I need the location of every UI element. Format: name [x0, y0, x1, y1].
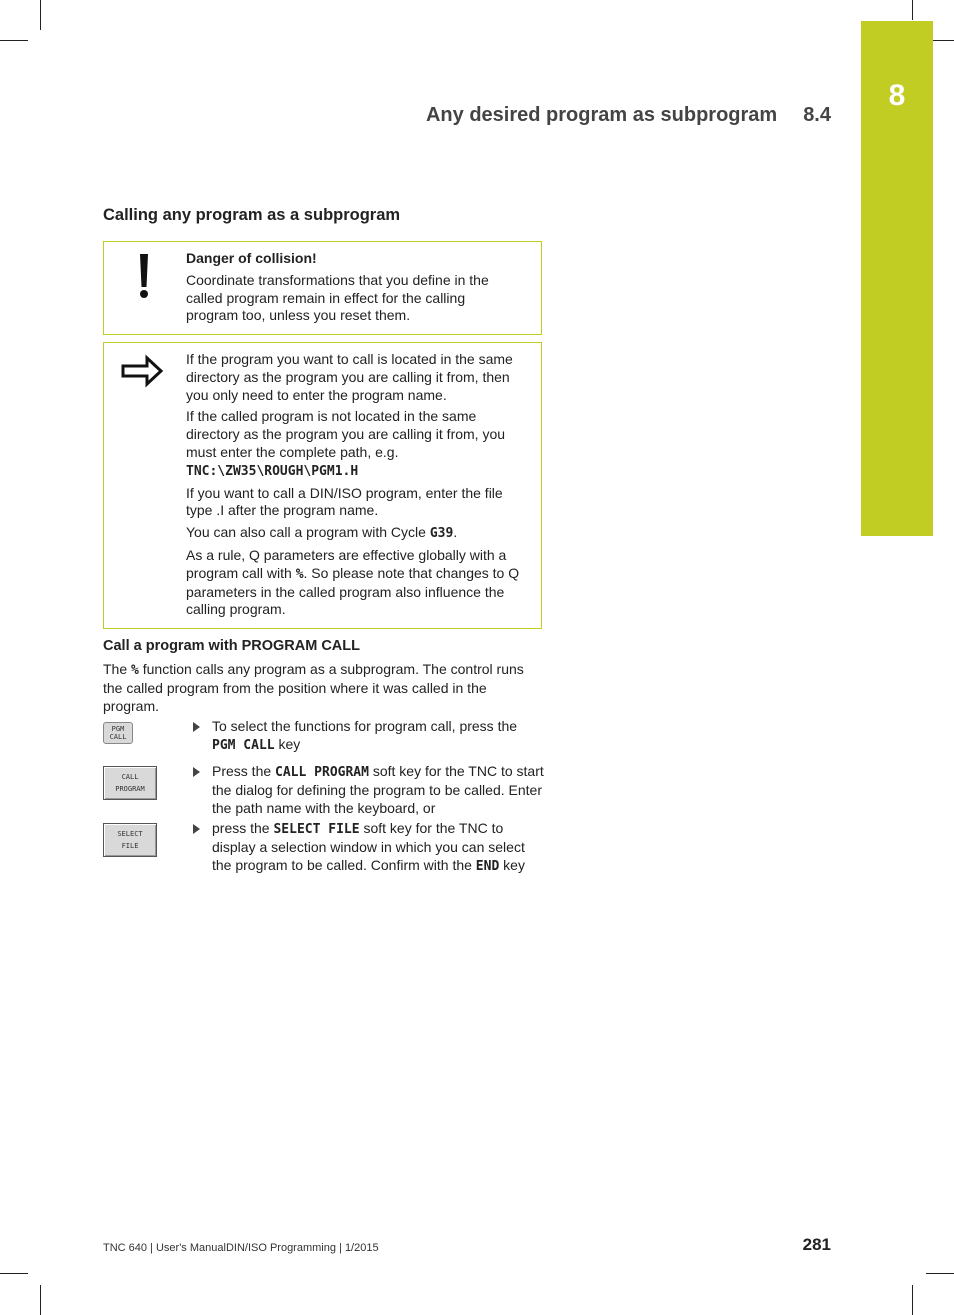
select-file-softkey[interactable] [103, 823, 157, 857]
info-text: . So please note that changes to Q parameters in the called program also influence the calling program. [186, 564, 520, 618]
step-text-part: press the [212, 820, 274, 836]
para-text: function calls any program as a subprogram. The control runs the called program from the position where it was called in the program. [103, 661, 524, 714]
running-header [426, 104, 831, 127]
info-paragraph [186, 524, 533, 543]
step-text [212, 820, 544, 875]
header-title: Any desired program as subprogram [425, 104, 778, 126]
crop-mark [912, 0, 913, 20]
key-label: CALL [121, 773, 139, 781]
step-bullet-icon [193, 824, 200, 834]
call-program-softkey[interactable] [103, 766, 157, 800]
para-text: The [103, 661, 132, 677]
step-text-part: key [499, 856, 525, 873]
info-text: You can also call a program with Cycle [186, 524, 430, 541]
step-text-part: soft key for the TNC to display a selection window in which you can select the program to be called. Confirm with the [212, 820, 525, 873]
crop-mark [912, 1285, 913, 1315]
key-label: PGM [111, 725, 125, 733]
arrow-right-icon [104, 343, 186, 393]
key-name: CALL PROGRAM [275, 765, 369, 780]
crop-mark [40, 1285, 41, 1315]
step-text [212, 718, 544, 755]
key-label: PROGRAM [115, 785, 145, 793]
crop-mark [0, 1273, 28, 1274]
chapter-tab [861, 21, 933, 536]
footer-text: TNC 640 | User's ManualDIN/ISO Programming | 1/2015 [103, 1242, 379, 1254]
percent-code: % [295, 566, 304, 582]
info-icon-column [103, 343, 186, 628]
exclamation-icon [104, 242, 186, 312]
step-bullet-icon [193, 767, 200, 777]
warning-text: Coordinate transformations that you define in the called program remain in effect for the calling program too, unless you reset them. [186, 271, 489, 324]
info-paragraph [186, 547, 533, 619]
info-text: If the called program is not located in the same directory as the program you are calling it from, you must enter the complete path, e.g. [186, 408, 506, 460]
chapter-number: 8 [888, 79, 906, 112]
percent-code: % [131, 663, 139, 678]
key-name: PGM CALL [212, 737, 275, 753]
cycle-code: G39 [429, 526, 454, 542]
key-label: FILE [121, 842, 139, 850]
step-text [212, 763, 544, 817]
subsection-paragraph [103, 661, 543, 715]
info-paragraph [186, 408, 506, 480]
crop-mark [926, 1273, 954, 1274]
warning-title: Danger of collision! [186, 250, 317, 266]
step-text-part: soft key for the TNC to start the dialog for defining the program to be called. Enter the path name with the keyboard, or [212, 763, 544, 816]
info-paragraph: If you want to call a DIN/ISO program, enter the file type .I after the program name. [186, 484, 503, 519]
warning-box [103, 241, 542, 335]
key-name: END [475, 858, 500, 874]
page-number: 281 [802, 1235, 831, 1254]
info-paragraph: If the program you want to call is located in the same directory as the program you are calling it from, then you only need to enter the program name. [186, 351, 513, 403]
subsection-title: Call a program with PROGRAM CALL [103, 638, 360, 654]
pgm-call-key[interactable] [103, 722, 133, 744]
step-text-part: key [274, 735, 301, 752]
info-box [103, 342, 542, 629]
crop-mark [0, 40, 28, 41]
info-text: As a rule, Q parameters are effective globally with a program call with [186, 546, 507, 581]
info-text: . [453, 524, 458, 541]
step-bullet-icon [193, 722, 200, 732]
key-label: CALL [109, 733, 127, 741]
header-section-number: 8.4 [803, 104, 831, 126]
step-text-part: To select the functions for program call, press the [212, 718, 518, 734]
warning-icon-column [103, 242, 186, 334]
section-title: Calling any program as a subprogram [103, 206, 401, 224]
step-text-part: Press the [212, 763, 276, 779]
key-label: SELECT [117, 830, 143, 838]
crop-mark [40, 0, 41, 30]
path-example: TNC:\ZW35\ROUGH\PGM1.H [186, 463, 359, 479]
key-name: SELECT FILE [273, 822, 360, 837]
